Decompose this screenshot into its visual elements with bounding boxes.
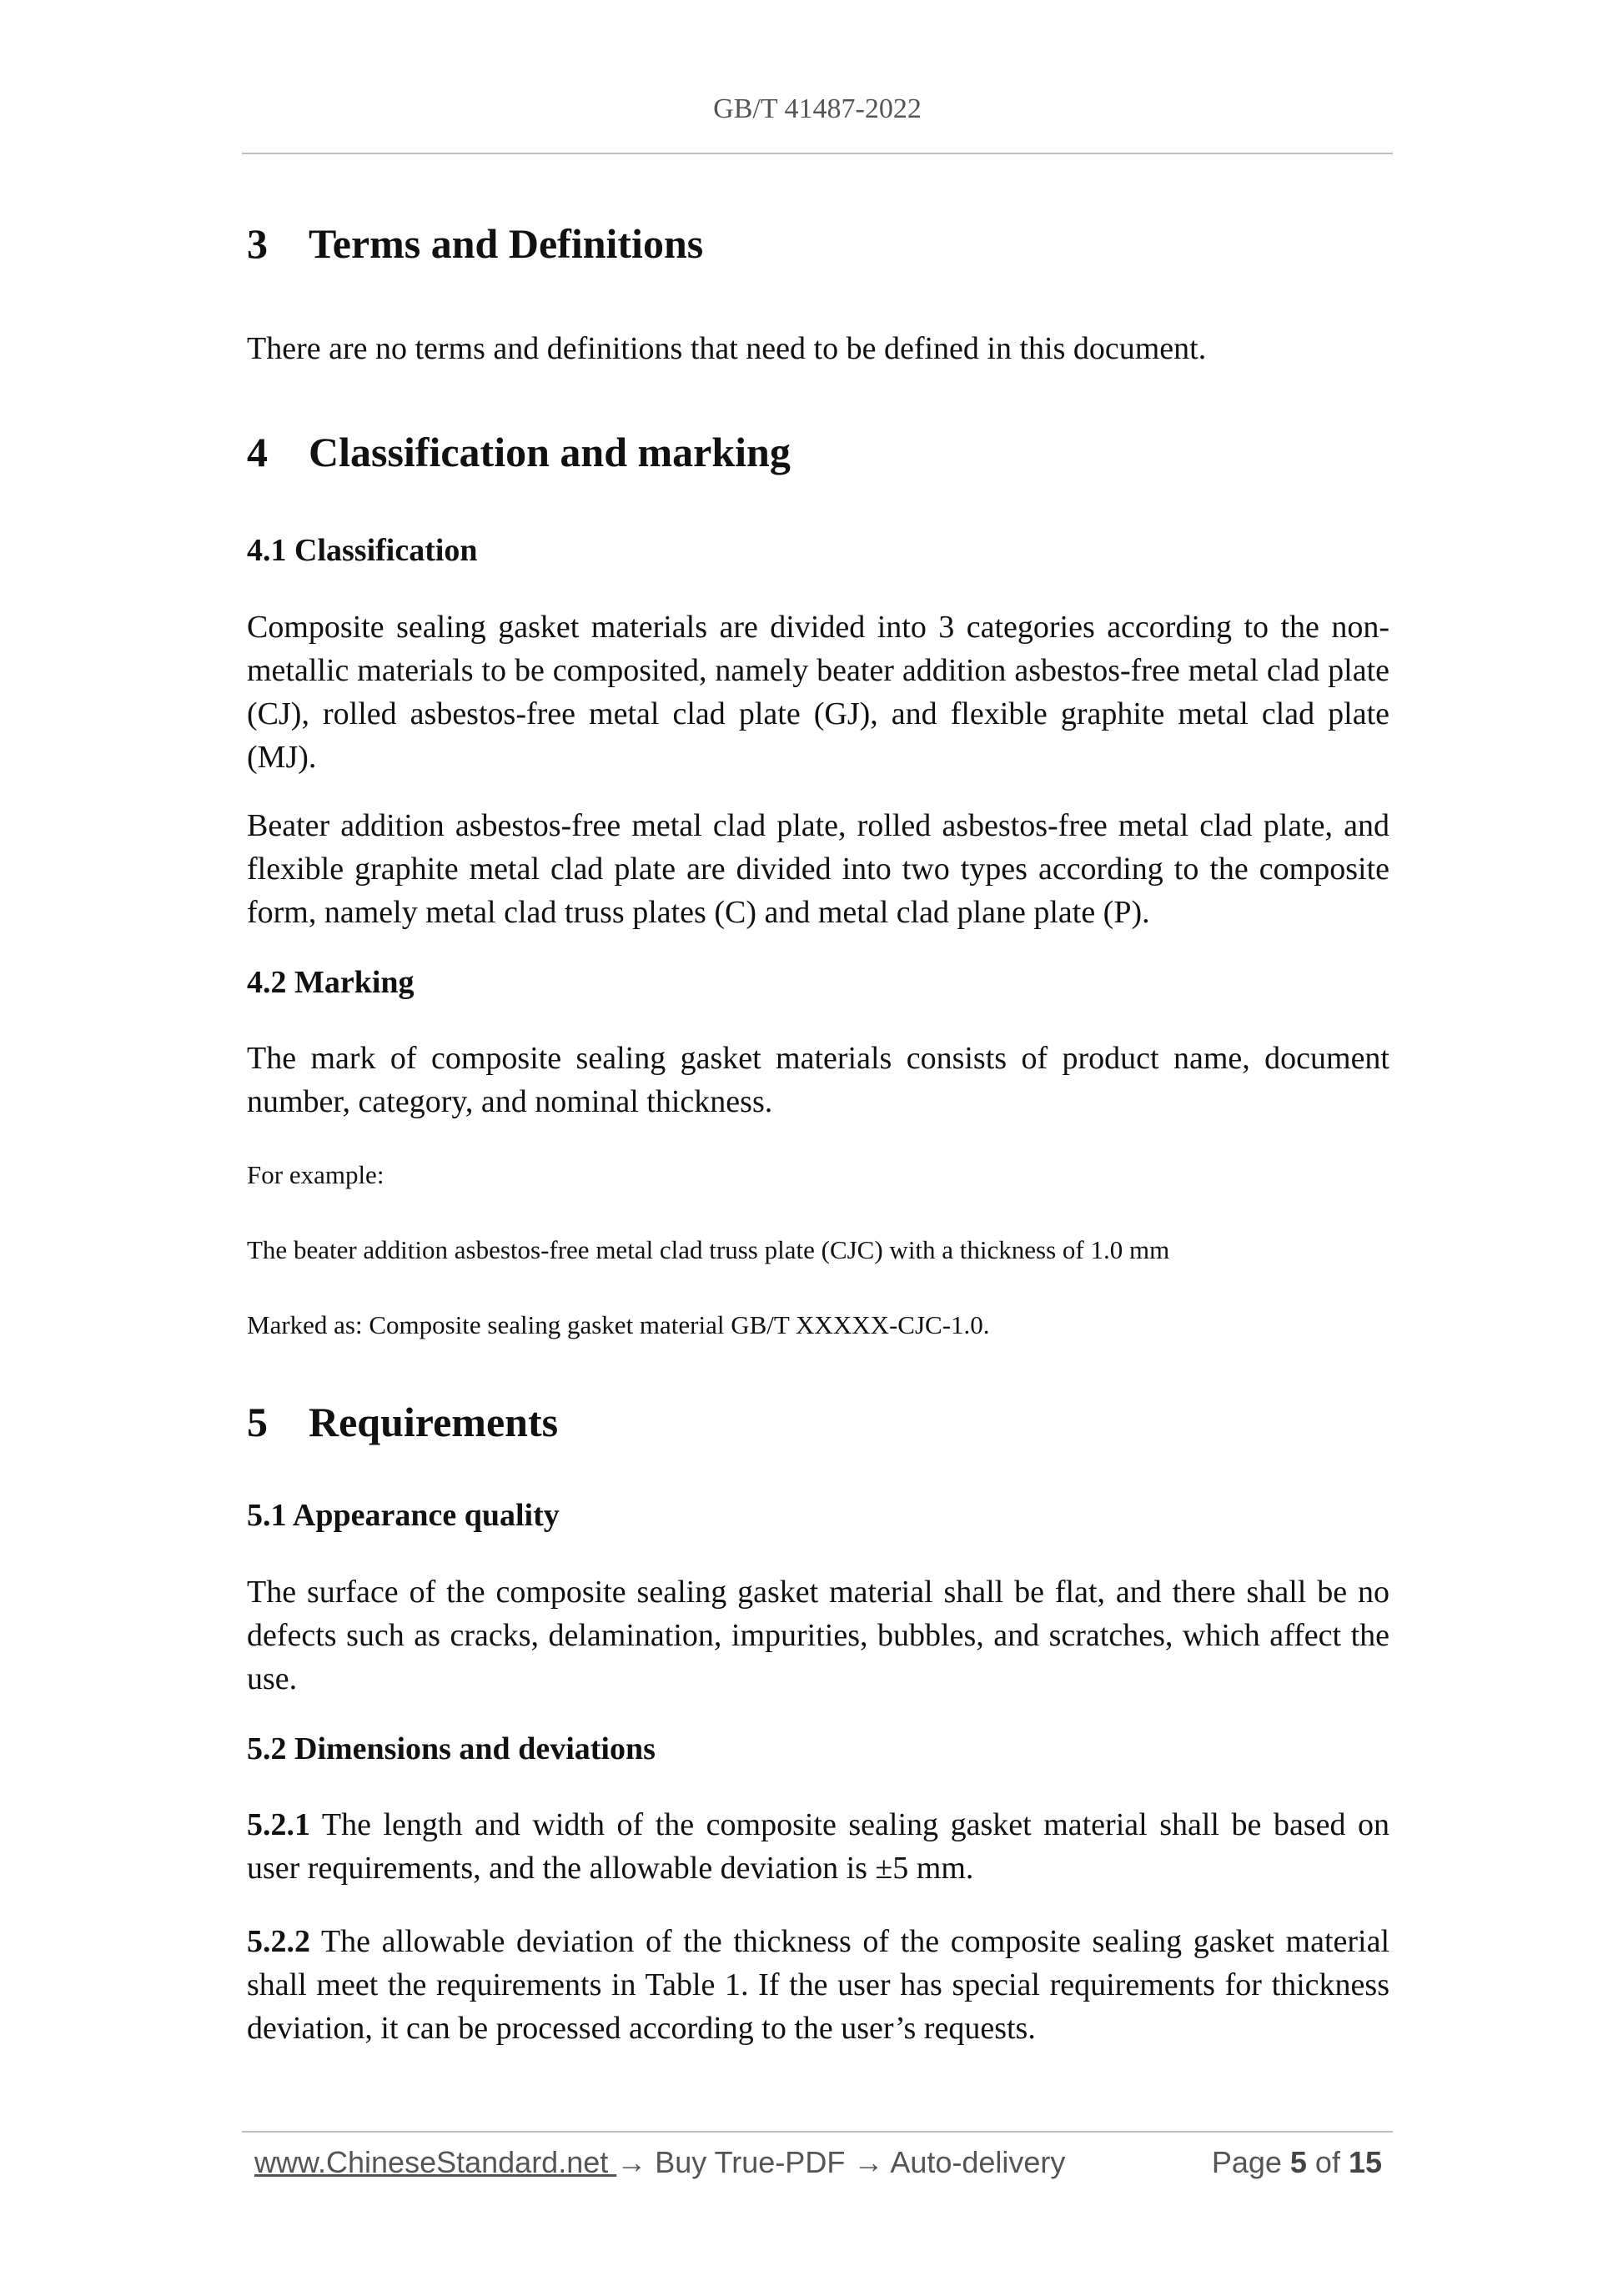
section-4-heading xyxy=(247,427,1389,477)
subsection-4-2-heading: 4.2 Marking xyxy=(247,964,415,1000)
section-title: Requirements xyxy=(309,1399,559,1446)
example-marked-line: Marked as: Composite sealing gasket material GB/T XXXXX-CJC-1.0. xyxy=(247,1310,990,1340)
section-title: Classification and marking xyxy=(309,429,791,475)
example-label: For example: xyxy=(247,1160,384,1190)
footer-left xyxy=(254,2145,1065,2180)
section-number: 3 xyxy=(247,220,268,267)
page-indicator xyxy=(1212,2145,1382,2180)
subsection-5-1-heading: 5.1 Appearance quality xyxy=(247,1498,560,1534)
page-number: 5 xyxy=(1289,2145,1307,2179)
footer-divider xyxy=(242,2131,1393,2133)
clause-number: 5.2.1 xyxy=(247,1807,310,1843)
clause-5-2-1 xyxy=(247,1803,1389,1890)
section-3-heading xyxy=(247,219,1389,269)
appearance-paragraph: The surface of the composite sealing gasket material shall be flat, and there shall be no defects such as cracks, delamination, impurities, bubbles, and scratches, which affect the use. xyxy=(247,1574,1389,1696)
document-body xyxy=(247,219,1389,2050)
marking-paragraph: The mark of composite sealing gasket materials consists of product name, document number, category, and nominal thickness. xyxy=(247,1041,1389,1120)
site-link[interactable]: www.ChineseStandard.net xyxy=(254,2145,617,2179)
header-divider xyxy=(242,153,1393,154)
clause-text: The allowable deviation of the thickness of the composite sealing gasket material shall meet the requirements in Table 1. If the user has special requirements for thickness deviation, it can be processed according to the user’s requests. xyxy=(247,1924,1389,2047)
footer-promo: → Buy True-PDF → Auto-delivery xyxy=(616,2145,1066,2179)
subsection-5-2-heading: 5.2 Dimensions and deviations xyxy=(247,1731,656,1766)
section-title: Terms and Definitions xyxy=(309,220,704,267)
section-5-heading xyxy=(247,1397,1389,1447)
section-number: 4 xyxy=(247,429,268,475)
subsection-4-1-heading: 4.1 Classification xyxy=(247,533,478,568)
classification-paragraph-2: Beater addition asbestos-free metal clad plate, rolled asbestos-free metal clad plate, and flexible graphite metal clad plate are divided into two types according to the composite form, namely metal clad truss plates (C) and metal clad plane plate (P). xyxy=(247,807,1389,930)
section-number: 5 xyxy=(247,1399,268,1446)
clause-text: The length and width of the composite sealing gasket material shall be based on user requirements, and the allowable deviation is ±5 mm. xyxy=(247,1807,1389,1887)
section-3-paragraph: There are no terms and definitions that need to be defined in this document. xyxy=(247,331,1207,366)
clause-5-2-2 xyxy=(247,1920,1389,2050)
page-word: Page xyxy=(1211,2145,1290,2179)
total-pages: 15 xyxy=(1348,2145,1382,2179)
page-header: GB/T 41487-2022 xyxy=(713,93,922,124)
of-word: of xyxy=(1306,2145,1349,2179)
example-line: The beater addition asbestos-free metal clad truss plate (CJC) with a thickness of 1.0 mm xyxy=(247,1235,1170,1265)
clause-number: 5.2.2 xyxy=(247,1924,310,1960)
classification-paragraph-1: Composite sealing gasket materials are divided into 3 categories according to the non-metallic materials to be composited, namely beater addition asbestos-free metal clad plate (CJ), rolled asbestos-free metal clad plate (GJ), and flexible graphite metal clad plate (MJ). xyxy=(247,609,1389,775)
